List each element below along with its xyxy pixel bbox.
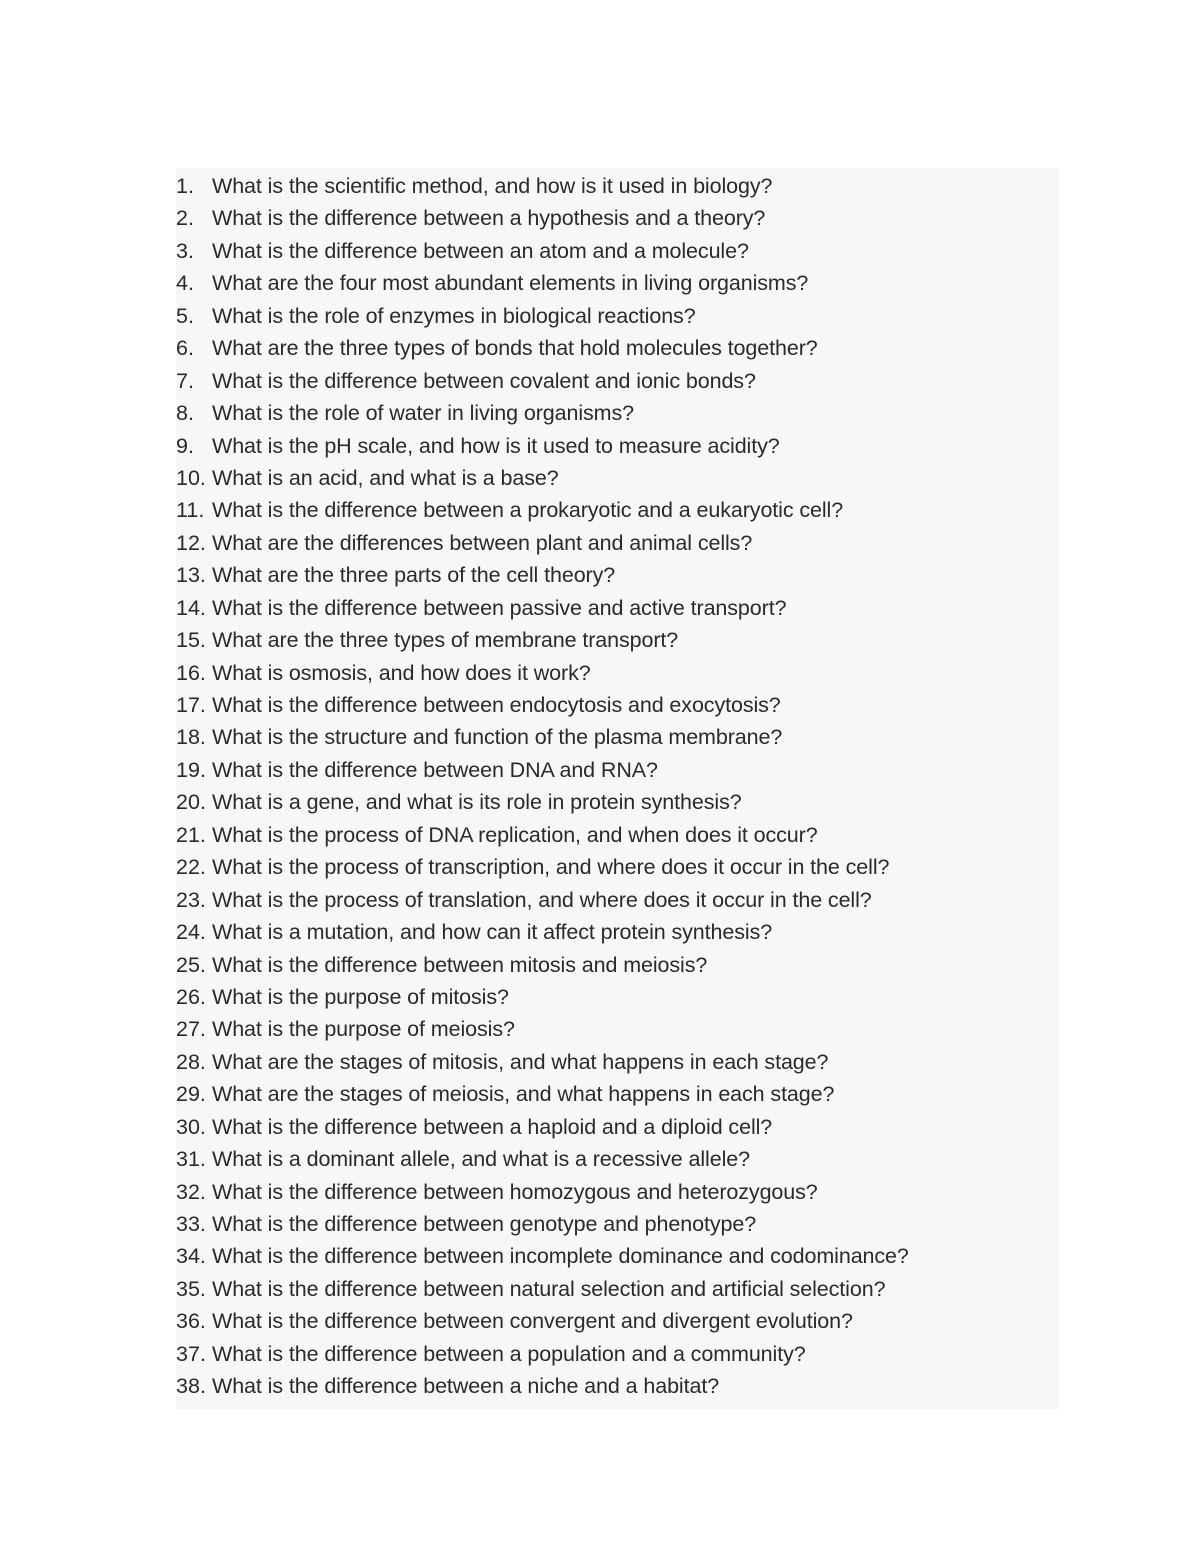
question-item: [176, 365, 1059, 397]
question-number: 1.: [176, 174, 194, 198]
question-item: [176, 1338, 1059, 1370]
question-text: What is the difference between DNA and RNA?: [212, 757, 658, 782]
question-list-block: [176, 168, 1059, 1409]
question-number: 33.: [176, 1212, 206, 1236]
question-item: [176, 721, 1059, 753]
question-number: 29.: [176, 1082, 206, 1107]
question-item: [176, 170, 1059, 202]
question-number: 21.: [176, 822, 206, 847]
question-text: What is the process of DNA replication, and when does it occur?: [212, 822, 818, 847]
question-number: 13.: [176, 563, 206, 588]
question-text: What is the difference between a hypothesis and a theory?: [212, 206, 766, 231]
question-item: [176, 819, 1059, 851]
question-number: 7.: [176, 368, 194, 393]
question-text: What is the difference between genotype and phenotype?: [212, 1212, 757, 1236]
question-text: What is the difference between homozygous and heterozygous?: [212, 1179, 818, 1204]
question-number: 20.: [176, 790, 206, 815]
question-number: 12.: [176, 530, 206, 555]
question-item: [176, 949, 1059, 981]
question-number: 31.: [176, 1147, 206, 1172]
question-number: 8.: [176, 401, 194, 426]
question-number: 5.: [176, 303, 194, 328]
question-number: 17.: [176, 693, 206, 717]
question-text: What are the three types of membrane transport?: [212, 628, 679, 653]
question-item: [176, 494, 1059, 526]
question-number: 23.: [176, 887, 206, 912]
question-item: [176, 1013, 1059, 1045]
question-text: What is the pH scale, and how is it used to measure acidity?: [212, 433, 780, 458]
question-number: 26.: [176, 984, 206, 1009]
question-number: 2.: [176, 206, 194, 231]
question-number: 30.: [176, 1114, 206, 1139]
question-item: [176, 462, 1059, 494]
question-text: What are the stages of meiosis, and what happens in each stage?: [212, 1082, 835, 1107]
question-item: [176, 397, 1059, 429]
question-item: [176, 1240, 1059, 1272]
question-number: 22.: [176, 855, 206, 880]
question-text: What is the difference between natural selection and artificial selection?: [212, 1276, 886, 1301]
question-item: [176, 430, 1059, 462]
question-item: [176, 1176, 1059, 1208]
question-item: [176, 786, 1059, 818]
question-text: What is an acid, and what is a base?: [212, 465, 559, 490]
question-text: What is the difference between mitosis and meiosis?: [212, 952, 708, 977]
question-text: What are the three types of bonds that hold molecules together?: [212, 336, 818, 361]
question-item: [176, 624, 1059, 656]
question-text: What is the structure and function of the plasma membrane?: [212, 725, 783, 750]
question-text: What is a mutation, and how can it affect protein synthesis?: [212, 920, 773, 945]
question-number: 10.: [176, 465, 206, 490]
question-text: What are the four most abundant elements in living organisms?: [212, 271, 809, 296]
question-text: What is the difference between a population and a community?: [212, 1341, 806, 1366]
question-text: What is the purpose of meiosis?: [212, 1017, 515, 1042]
question-item: [176, 689, 1059, 721]
question-text: What is the difference between a niche and a habitat?: [212, 1374, 720, 1399]
question-number: 32.: [176, 1179, 206, 1204]
question-text: What is the difference between passive and active transport?: [212, 595, 787, 620]
question-text: What is osmosis, and how does it work?: [212, 660, 591, 685]
question-number: 27.: [176, 1017, 206, 1042]
question-item: [176, 267, 1059, 299]
question-number: 19.: [176, 757, 206, 782]
question-text: What is the difference between covalent and ionic bonds?: [212, 368, 756, 393]
question-text: What is the process of translation, and where does it occur in the cell?: [212, 887, 872, 912]
question-text: What is the difference between convergent and divergent evolution?: [212, 1309, 853, 1334]
question-text: What is the role of water in living organisms?: [212, 401, 634, 426]
question-item: [176, 1273, 1059, 1305]
question-item: [176, 851, 1059, 883]
question-text: What are the differences between plant and animal cells?: [212, 530, 753, 555]
question-text: What is the difference between incomplete dominance and codominance?: [212, 1244, 909, 1269]
question-number: 3.: [176, 238, 194, 263]
question-item: [176, 916, 1059, 948]
question-number: 16.: [176, 660, 206, 685]
question-item: [176, 1143, 1059, 1175]
question-text: What is the role of enzymes in biological reactions?: [212, 303, 696, 328]
question-number: 18.: [176, 725, 206, 750]
question-item: [176, 657, 1059, 689]
question-item: [176, 884, 1059, 916]
question-item: [176, 1046, 1059, 1078]
question-number: 24.: [176, 920, 206, 945]
question-text: What is the difference between endocytosis and exocytosis?: [212, 693, 781, 717]
question-item: [176, 1111, 1059, 1143]
question-number: 6.: [176, 336, 194, 361]
question-text: What is the process of transcription, and where does it occur in the cell?: [212, 855, 890, 880]
question-list: [176, 170, 1059, 1403]
question-number: 4.: [176, 271, 194, 296]
question-number: 15.: [176, 628, 206, 653]
question-item: [176, 981, 1059, 1013]
question-item: [176, 1208, 1059, 1240]
question-number: 36.: [176, 1309, 206, 1334]
question-item: [176, 592, 1059, 624]
question-number: 9.: [176, 433, 194, 458]
question-text: What is the difference between an atom and a molecule?: [212, 238, 749, 263]
question-number: 25.: [176, 952, 206, 977]
question-item: [176, 1078, 1059, 1110]
question-item: [176, 332, 1059, 364]
question-item: [176, 202, 1059, 234]
question-text: What is a gene, and what is its role in protein synthesis?: [212, 790, 742, 815]
question-number: 28.: [176, 1049, 206, 1074]
question-item: [176, 559, 1059, 591]
question-text: What are the stages of mitosis, and what happens in each stage?: [212, 1049, 829, 1074]
question-text: What is a dominant allele, and what is a recessive allele?: [212, 1147, 750, 1172]
question-number: 14.: [176, 595, 206, 620]
question-item: [176, 235, 1059, 267]
question-item: [176, 754, 1059, 786]
question-text: What is the difference between a haploid and a diploid cell?: [212, 1114, 773, 1139]
question-item: [176, 1305, 1059, 1337]
question-item: [176, 527, 1059, 559]
question-number: 34.: [176, 1244, 206, 1269]
question-text: What is the difference between a prokaryotic and a eukaryotic cell?: [212, 498, 844, 523]
question-number: 37.: [176, 1341, 206, 1366]
question-item: [176, 300, 1059, 332]
question-text: What is the scientific method, and how is it used in biology?: [212, 174, 773, 198]
question-number: 11.: [176, 498, 205, 523]
question-number: 35.: [176, 1276, 206, 1301]
question-item: [176, 1370, 1059, 1402]
question-text: What are the three parts of the cell theory?: [212, 563, 616, 588]
question-number: 38.: [176, 1374, 206, 1399]
question-text: What is the purpose of mitosis?: [212, 984, 509, 1009]
